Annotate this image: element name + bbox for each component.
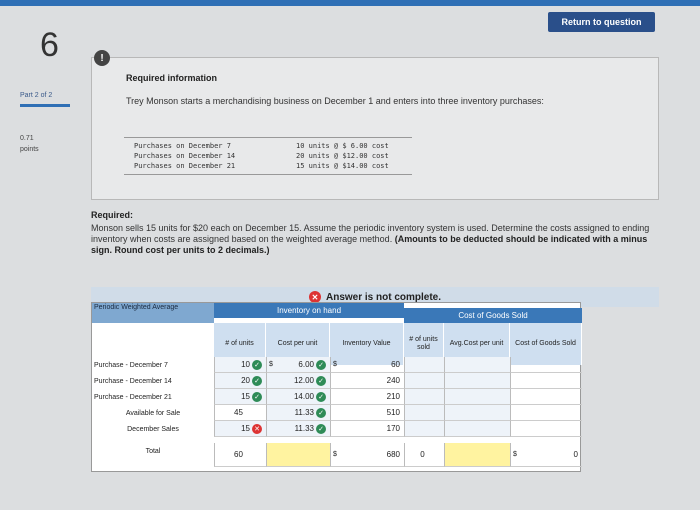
dollar-sign: $ [269,361,273,368]
cost-input[interactable] [266,357,330,373]
cell-value: 11.33 [294,424,314,433]
required-title: Required: [91,210,134,220]
check-icon: ✓ [316,392,326,402]
cogs-cell [510,389,582,405]
cogs-cell [510,357,582,373]
value-cell [330,389,404,405]
units-sold-input[interactable] [404,389,444,405]
purchase-desc: Purchases on December 21 [134,162,236,170]
row-label: Purchase - December 21 [94,393,172,401]
value-cell [330,373,404,389]
col-header-cost: Cost per unit [266,323,330,365]
cost-input[interactable] [266,405,330,421]
dollar-sign: $ [333,361,337,368]
part-indicator: Part 2 of 2 [20,92,53,99]
info-title: Required information [126,73,218,83]
check-icon: ✓ [252,360,262,370]
cell-value: 510 [386,408,400,417]
check-icon: ✓ [316,424,326,434]
cogs-cell [510,373,582,389]
info-text: Trey Monson starts a merchandising business on December 1 and enters into three inventory purchases: [126,96,544,106]
purchase-desc: Purchases on December 7 [134,142,231,150]
cell-value: 20 [241,376,250,385]
units-cell [214,405,266,421]
units-input[interactable] [214,421,266,437]
table-corner-label: Periodic Weighted Average [92,303,214,323]
purchase-qty: 15 units @ $14.00 cost [296,162,389,170]
cell-value: 15 [241,392,250,401]
return-to-question-button[interactable]: Return to question [548,12,655,32]
dollar-sign: $ [513,451,517,458]
units-sold-input[interactable] [404,373,444,389]
cost-input[interactable] [266,389,330,405]
col-header-value: Inventory Value [330,323,404,365]
dollar-sign: $ [333,451,337,458]
points-value: 0.71 [20,135,34,142]
required-body: Monson sells 15 units for $20 each on December 15. Assume the periodic inventory system is used. Determine the costs assigned to ending inventory when costs are assigned based on the weighted average method. [91,223,650,244]
value-cell [330,421,404,437]
avg-cost-total-cell [444,443,510,467]
alert-icon: ! [94,50,110,66]
cell-value: 210 [386,392,400,401]
value-total-cell [330,443,404,467]
row-label: Purchase - December 14 [94,377,172,385]
cell-value: 12.00 [293,376,314,385]
check-icon: ✓ [252,376,262,386]
units-input[interactable] [214,357,266,373]
group-header-cogs: Cost of Goods Sold [404,308,582,323]
col-header-units: # of units [214,323,266,365]
cell-value: 240 [386,376,400,385]
cell-value: 0 [420,450,425,459]
units-sold-input[interactable] [404,357,444,373]
cell-value: 0 [573,450,578,459]
cost-input[interactable] [266,421,330,437]
status-message: Answer is not complete. [325,291,442,303]
required-bold-instructions: (Amounts to be deducted should be indicated with a minus sign. Round cost per units to 2 decimals.) [91,234,648,255]
units-total-cell [214,443,266,467]
purchase-desc: Purchases on December 14 [134,152,236,160]
avg-cost-input[interactable] [444,373,510,389]
row-label: Purchase - December 7 [94,361,168,369]
cell-value: 15 [241,424,250,433]
incorrect-icon: ✕ [252,424,262,434]
points-info [20,133,39,155]
row-label: Total [145,447,161,455]
cell-value: 45 [234,408,243,417]
col-header-cogs: Cost of Goods Sold [510,323,582,365]
cell-value: 680 [386,450,400,459]
cell-value: 60 [234,450,243,459]
cell-value: 14.00 [293,392,314,401]
cost-input[interactable] [266,373,330,389]
error-icon: ✕ [309,291,321,303]
units-sold-total-cell [404,443,444,467]
cost-total-cell [266,443,330,467]
cogs-total-cell [510,443,582,467]
cell-value: 11.33 [294,408,314,417]
cell-value: 170 [386,424,400,433]
question-number: 6 [40,26,59,64]
cell-value: 10 [241,360,250,369]
cell-value: 6.00 [298,360,314,369]
avg-cost-input[interactable] [444,421,510,437]
purchases-list [124,137,412,175]
weighted-average-table [91,302,581,472]
part-progress-bar [20,104,70,107]
units-sold-input[interactable] [404,405,444,421]
check-icon: ✓ [252,392,262,402]
value-cell [330,357,404,373]
cogs-cell [510,421,582,437]
purchase-qty: 10 units @ $ 6.00 cost [296,142,389,150]
points-label: points [20,146,39,153]
check-icon: ✓ [316,408,326,418]
units-sold-input[interactable] [404,421,444,437]
check-icon: ✓ [316,376,326,386]
required-text [91,223,666,256]
cogs-cell [510,405,582,421]
top-bar [0,0,700,6]
units-input[interactable] [214,373,266,389]
purchase-qty: 20 units @ $12.00 cost [296,152,389,160]
units-input[interactable] [214,389,266,405]
avg-cost-input[interactable] [444,389,510,405]
row-label: Available for Sale [125,409,181,417]
group-header-inventory: Inventory on hand [214,303,404,318]
value-cell [330,405,404,421]
avg-cost-input[interactable] [444,357,510,373]
col-header-avg-cost: Avg.Cost per unit [444,323,510,365]
row-label: December Sales [127,425,179,433]
avg-cost-input[interactable] [444,405,510,421]
check-icon: ✓ [316,360,326,370]
col-header-units-sold: # of units sold [404,323,444,365]
cell-value: 60 [391,360,400,369]
